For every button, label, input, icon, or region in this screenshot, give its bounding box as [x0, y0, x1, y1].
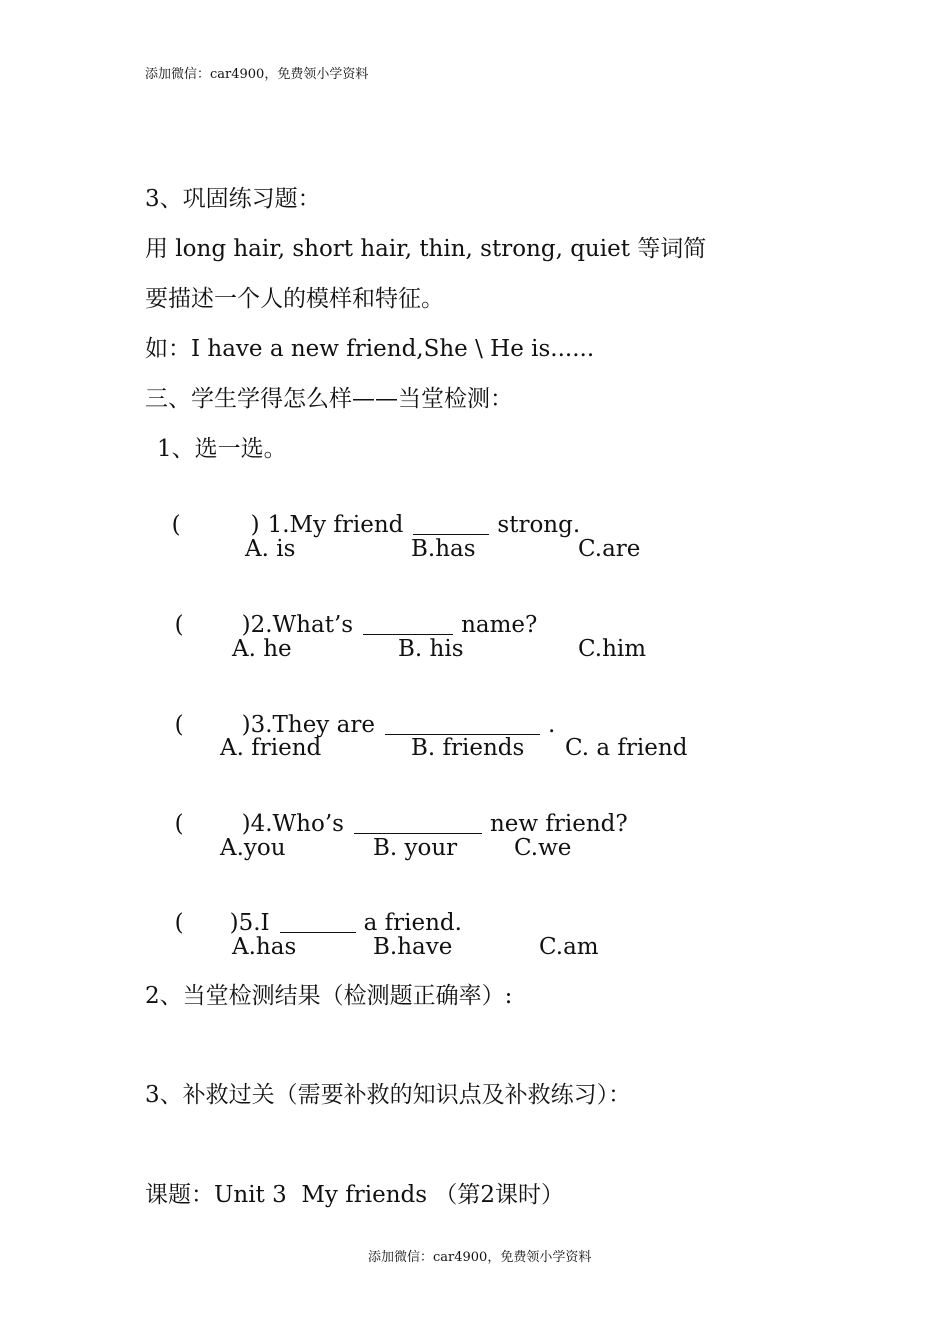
- fill-blank[interactable]: [354, 813, 482, 834]
- question-4: [160, 787, 628, 836]
- answer-paren-open: (: [174, 910, 184, 936]
- q2-option-a: A. he: [232, 636, 292, 662]
- answer-paren-close: ): [241, 811, 251, 837]
- answer-paren-close: ): [241, 612, 251, 638]
- q1-option-c: C.are: [578, 536, 641, 562]
- answer-paren-open: (: [171, 512, 181, 538]
- question-3: [160, 688, 555, 737]
- answer-paren-close: ): [250, 512, 260, 538]
- footer-note: 添加微信：car4900，免费领小学资料: [368, 1250, 592, 1265]
- q3-option-b: B. friends: [411, 735, 525, 761]
- next-lesson-title: 课题：Unit 3 My friends （第2课时）: [145, 1182, 564, 1208]
- answer-paren-close: ): [241, 712, 251, 738]
- fill-blank[interactable]: [385, 714, 540, 735]
- answer-paren-close: ): [229, 910, 239, 936]
- q4-option-b: B. your: [373, 835, 458, 861]
- question-2: [160, 588, 537, 637]
- question-stem-before: 4.Who’s: [250, 811, 344, 837]
- q4-option-a: A.you: [220, 835, 286, 861]
- question-stem-before: 1.My friend: [267, 512, 404, 538]
- consolidation-example: 如：I have a new friend,She \ He is......: [145, 336, 595, 362]
- question-stem-after: .: [547, 712, 556, 738]
- question-stem-after: strong.: [497, 512, 581, 538]
- fill-blank[interactable]: [280, 912, 356, 933]
- consolidation-instruction-line2: 要描述一个人的模样和特征。: [145, 286, 444, 312]
- answer-paren-open: (: [174, 712, 184, 738]
- question-stem-before: 3.They are: [250, 712, 375, 738]
- question-stem-after: new friend?: [489, 811, 628, 837]
- q3-option-c: C. a friend: [565, 735, 688, 761]
- question-stem-after: a friend.: [363, 910, 462, 936]
- consolidation-instruction-line1: 用 long hair, short hair, thin, strong, quiet 等词简: [145, 236, 707, 262]
- question-stem-before: 5.I: [238, 910, 270, 936]
- question-5: [160, 886, 462, 935]
- fill-blank[interactable]: [413, 514, 489, 535]
- q5-option-c: C.am: [539, 934, 599, 960]
- q1-option-a: A. is: [245, 536, 296, 562]
- section3-heading: 三、学生学得怎么样——当堂检测：: [145, 386, 513, 412]
- q5-option-a: A.has: [232, 934, 297, 960]
- results-heading: 2、当堂检测结果（检测题正确率）:: [145, 983, 513, 1009]
- q2-option-b: B. his: [398, 636, 464, 662]
- answer-paren-open: (: [174, 612, 184, 638]
- q1-option-b: B.has: [411, 536, 476, 562]
- fill-blank[interactable]: [363, 614, 453, 635]
- q3-option-a: A. friend: [220, 735, 322, 761]
- q4-option-c: C.we: [514, 835, 572, 861]
- q2-option-c: C.him: [578, 636, 647, 662]
- header-note: 添加微信：car4900，免费领小学资料: [145, 67, 369, 82]
- consolidation-heading: 3、巩固练习题：: [145, 186, 321, 212]
- section3-sub-heading: 1、选一选。: [157, 436, 287, 462]
- remedy-heading: 3、补救过关（需要补救的知识点及补救练习）：: [145, 1082, 632, 1108]
- q5-option-b: B.have: [373, 934, 453, 960]
- question-1: [157, 488, 580, 537]
- answer-paren-open: (: [174, 811, 184, 837]
- question-stem-after: name?: [461, 612, 538, 638]
- question-stem-before: 2.What’s: [250, 612, 354, 638]
